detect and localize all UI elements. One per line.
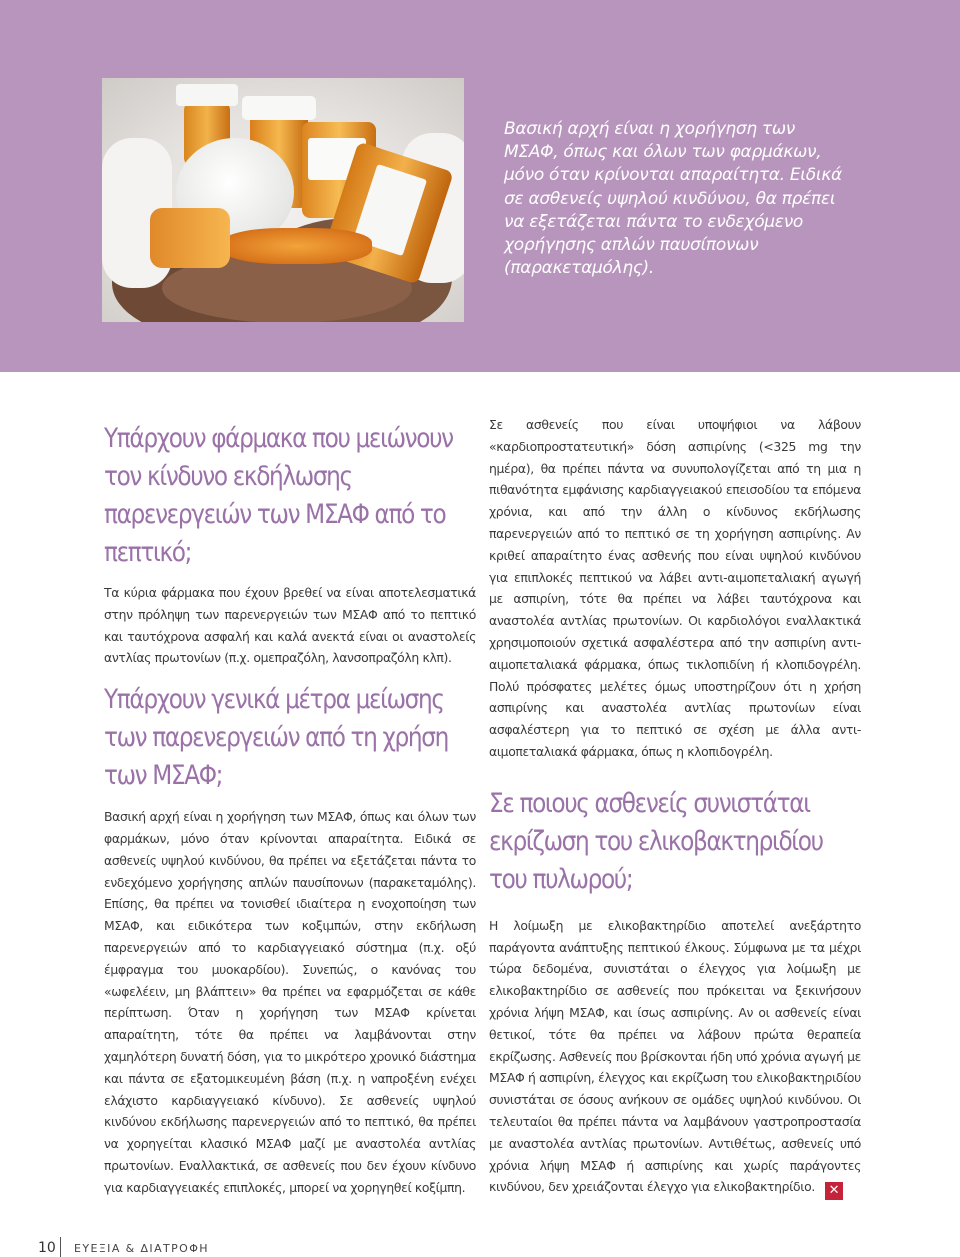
- section-heading-helicobacter: Σε ποιους ασθενείς συνιστάται εκρίζωση του ελικοβακτηριδίου του πυλωρού;: [489, 787, 823, 895]
- pull-quote: Βασική αρχή είναι η χορήγηση των ΜΣΑΦ, όπως και όλων των φαρμάκων, μόνο όταν κρίνονται απαραίτητα. Ειδικά σε ασθενείς υψηλού κινδύνου, θα πρέπει να εξετάζεται πάντα το ενδεχόμενο χορήγησης απλών παυσίπονων (παρακεταμόλης).: [504, 119, 842, 279]
- section-text-helicobacter-body: Η λοίμωξη με ελικοβακτηρίδιο αποτελεί ανεξάρτητο παράγοντα ανάπτυξης πεπτικού έλκους. Σύμφωνα με τα μέχρι τώρα δεδομένα, συνιστάται ο έλεγχος για λοίμωξη με ελικοβακτηρίδιο σε ασθενείς που πρόκειται να ξεκινήσουν χρόνια λήψη ΜΣΑΦ, και ίσως ασπιρίνης. Αν οι ασθενείς είναι θετικοί, τότε θα πρέπει να λάβουν πρώτα θεραπεία εκρίζωσης. Ασθενείς που βρίσκονται ήδη υπό χρόνια αγωγή με ΜΣΑΦ ή ασπιρίνη, έλεγχος και εκρίζωση του ελικοβακτηριδίου συνιστάται σε όσους ανήκουν σε ομάδες υψηλού κινδύνου. Οι τελευταίοι θα πρέπει πάντα να λαμβάνουν γαστροπροστασία με αναστολέα αντλίας πρωτονίων. Αντιθέτως, ασθενείς υπό χρόνια λήψη ΜΣΑΦ ή ασπιρίνης και χωρίς παράγοντες κινδύνου, δεν χρειάζονται έλεγχο για ελικοβακτηρίδιο.: [489, 917, 861, 1195]
- footer-divider: [60, 1237, 61, 1257]
- left-column: [104, 420, 476, 1199]
- pill-bottles-photo: [102, 78, 464, 322]
- section-text-ppi: Τα κύρια φάρμακα που έχουν βρεθεί να είναι αποτελεσματικά στην πρόληψη των παρενεργειών των ΜΣΑΦ από το πεπτικό και ταυτόχρονα ασφαλή και καλά ανεκτά είναι οι αναστολείς αντλίας πρωτονίων (π.χ. ομεπραζόλη, λανσοπραζόλη κλπ).: [104, 585, 476, 666]
- page-footer: [0, 1237, 960, 1257]
- close-icon: ✕: [825, 1182, 843, 1200]
- magazine-name: ΕΥΕΞΙΑ & ΔΙΑΤΡΟΦΗ: [74, 1242, 209, 1255]
- section-heading-general-measures: Υπάρχουν γενικά μέτρα μείωσης των παρενεργειών από τη χρήση των ΜΣΑΦ;: [104, 684, 448, 792]
- section-text-general-measures: Βασική αρχή είναι η χορήγηση των ΜΣΑΦ, όπως και όλων των φαρμάκων, μόνο όταν κρίνονται απαραίτητα. Ειδικά σε ασθενείς υψηλού κινδύνου, θα πρέπει να εξετάζεται πάντα το ενδεχόμενο χορήγησης απλών παυσίπονων (παρακεταμόλης). Επίσης, θα πρέπει να τονισθεί ιδιαίτερα η ενοχοποίηση των ΜΣΑΦ, και ειδικότερα των κοξιμπών, στην εκδήλωση παρενεργειών από το καρδιαγγειακό σύστημα (π.χ. οξύ έμφραγμα του μυοκαρδίου). Συνεπώς, ο κανόνας του «ωφελέειν, μη βλάπτειν» θα πρέπει να εφαρμόζεται σε κάθε περίπτωση. Όταν η χορήγηση των ΜΣΑΦ κρίνεται απαραίτητη, τότε θα πρέπει να λαμβάνονται στην χαμηλότερη δυνατή δόση, για το μικρότερο χρονικό διάστημα και πάντα σε εξατομικευμένη βάση (π.χ. η ναπροξένη ενέχει ελάχιστο καρδιαγγειακό κίνδυνο). Σε ασθενείς υψηλού κινδύνου εκδήλωσης παρενεργειών από το πεπτικό, θα πρέπει να χορηγείται κλασικό ΜΣΑΦ μαζί με αναστολέα αντλίας πρωτονίων. Εναλλακτικά, σε ασθενείς που δεν έχουν κίνδυνο για καρδιαγγειακές επιπλοκές, μπορεί να χορηγηθεί κοξίμπη.: [104, 809, 476, 1195]
- section-text-helicobacter: [489, 915, 861, 1200]
- page-number: 10: [38, 1240, 56, 1256]
- section-heading-ppi: Υπάρχουν φάρμακα που μειώνουν τον κίνδυνο εκδήλωσης παρενεργειών των ΜΣΑΦ από το πεπτικό;: [104, 423, 453, 568]
- header-banner: [0, 0, 960, 372]
- section-text-aspirin: Σε ασθενείς που είναι υποψήφιοι να λάβουν «καρδιοπροστατευτική» δόση ασπιρίνης (<325 mg την ημέρα), θα πρέπει πάντα να συνυπολογίζεται από τη μια η πιθανότητα εμφάνισης καρδιαγγειακού επεισοδίου τα επόμενα χρόνια, και από την άλλη ο κίνδυνος εκδήλωσης παρενεργειών από το πεπτικό σε τη χορήγηση ασπιρίνης. Αν κριθεί απαραίτητο ένας ασθενής που είναι υψηλού κινδύνου για επιπλοκές πεπτικού να λάβει αντι-αιμοπεταλιακή αγωγή με ασπιρίνη, τότε θα πρέπει να λάβει ταυτόχρονα και αναστολέα αντλίας πρωτονίων. Οι καρδιολόγοι εναλλακτικά χρησιμοποιούν σχετικά ασφαλέστερα από την ασπιρίνη αντι-αιμοπεταλιακά φάρμακα, όπως τικλοπιδίνη ή κλοπιδογρέλη. Πολύ πρόσφατες μελέτες όμως υποστηρίζουν ότι η χρήση ασπιρίνης και αναστολέα αντλίας πρωτονίων είναι ασφαλέστερη για το πεπτικό σε σχέση με άλλα αντι-αιμοπεταλιακά φάρμακα, όπως η κλοπιδογρέλη.: [489, 417, 861, 759]
- right-column: [489, 414, 861, 1200]
